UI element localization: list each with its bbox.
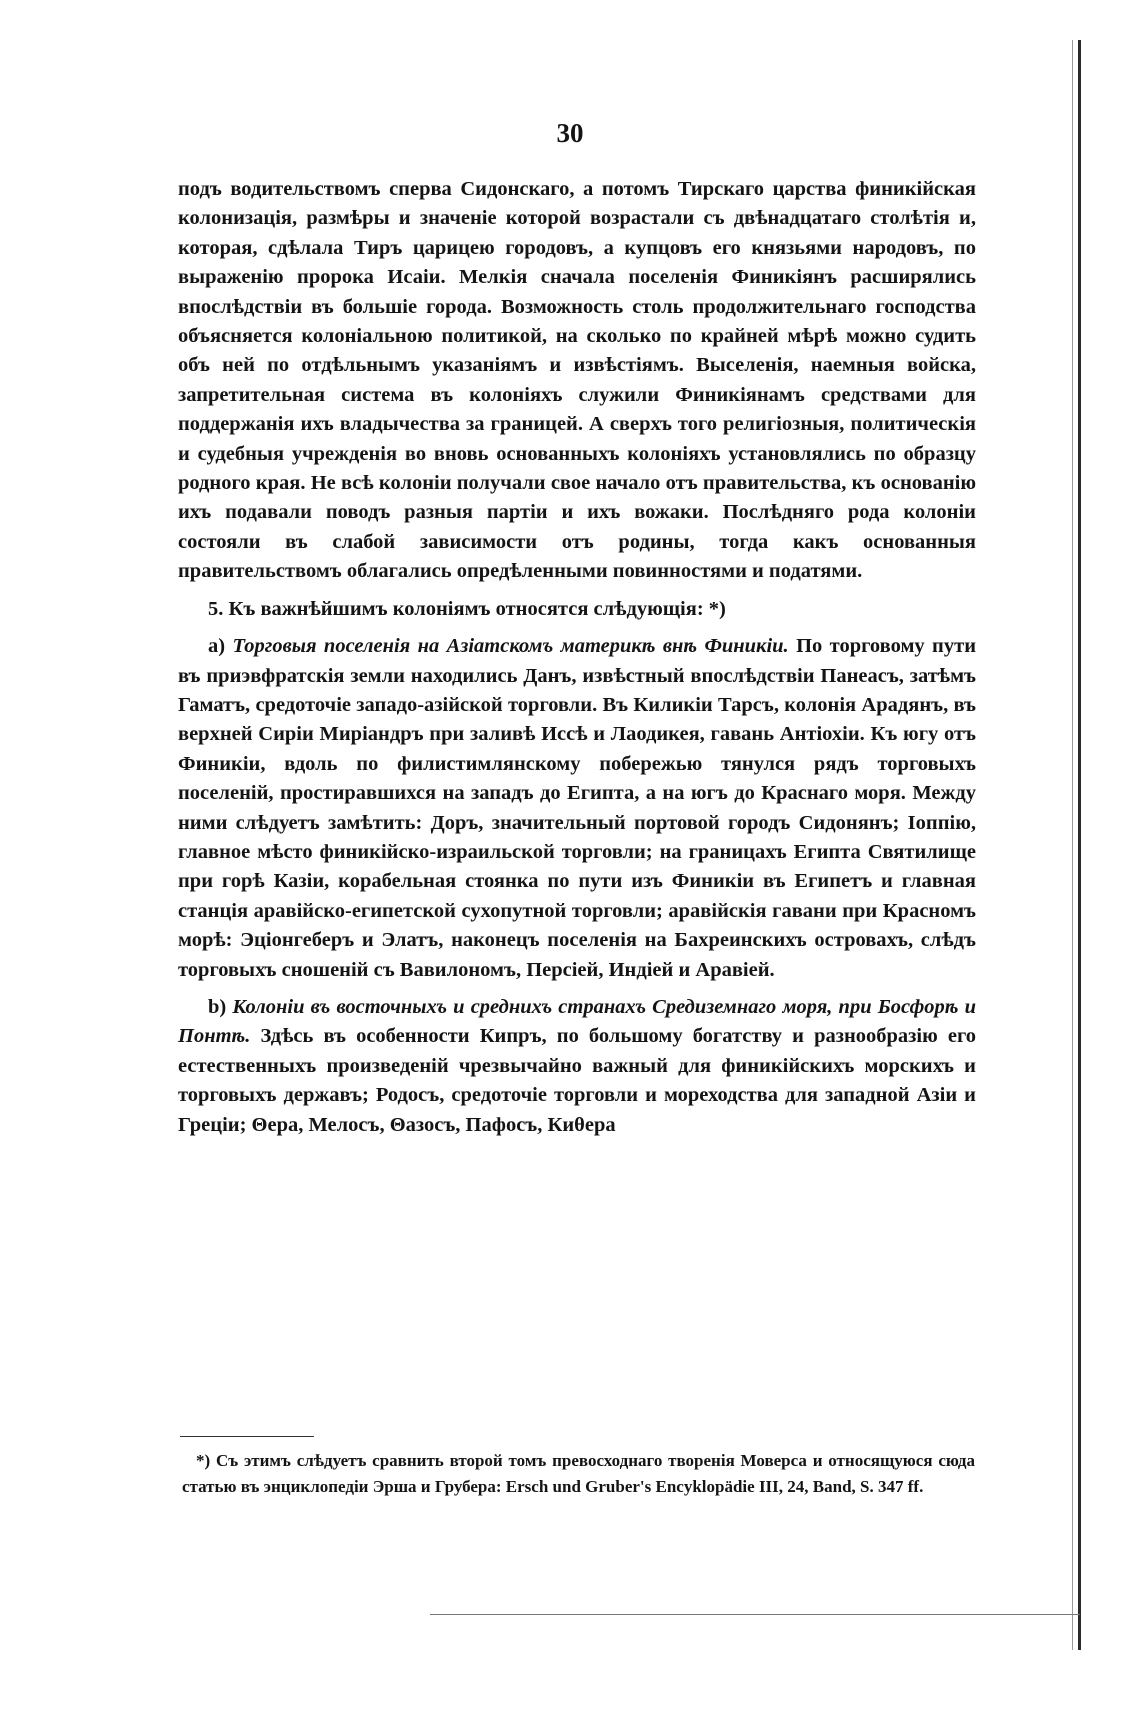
- section-b-heading: Колоніи въ восточныхъ и среднихъ странахъ Средиземнаго моря, при Босфорѣ и Понтѣ.: [178, 995, 977, 1048]
- paragraph-1: подъ водительствомъ сперва Сидонскаго, а потомъ Тирскаго царства финикійская колонизація, размѣры и значеніе которой возрастали съ двѣнадцатаго столѣтія и, которая, сдѣлала Тиръ царицею городовъ, а купцовъ его князьями народовъ, по выраженію пророка Исаіи. Мелкія сначала поселенія Финикіянъ расширялись впослѣдствіи въ большіе города. Возможность столь продолжительнаго господства объясняется колоніальною политикой, на сколько по крайней мѣрѣ можно судить объ ней по отдѣльнымъ указаніямъ и извѣстіямъ. Выселенія, наемныя войска, запретительная система въ колоніяхъ служили Финикіянамъ средствами для поддержанія ихъ владычества за границей. А сверхъ того религіозныя, политическія и судебныя учрежденія во вновь основанныхъ колоніяхъ установлялись по образцу родного края. Не всѣ колоніи получали свое начало отъ правительства, къ основанію ихъ подавали поводъ разныя партіи и ихъ вожаки. Послѣдняго рода колоніи состояли въ слабой зависимости отъ родины, тогда какъ основанныя правительствомъ облагались опредѣленными повинностями и податями.: [178, 178, 976, 583]
- section-b: [178, 993, 976, 1140]
- section-a-label: a): [208, 635, 226, 658]
- section-b-label: b): [208, 995, 227, 1018]
- page-edge-shadow: [1078, 40, 1081, 1650]
- main-text: [178, 175, 976, 1140]
- section-b-text: Здѣсь въ особенности Кипръ, по большому богатству и разнообразію его естественныхъ произведеній чрезвычайно важный для финикійскихъ морскихъ и торговыхъ державъ; Родосъ, средоточіе торговли и мореходства для западной Азіи и Греціи; Θера, Мелосъ, Θазосъ, Пафосъ, Киθера: [178, 1025, 977, 1136]
- page-edge-line: [1072, 40, 1073, 1650]
- footnote-text: *) Съ этимъ слѣдуетъ сравнить второй томъ превосходнаго творенія Моверса и относящуюся сюда статью въ энциклопедіи Эрша и Грубера: Ersch und Gruber's Encyklopädie III, 24, Band, S. 347 ff.: [182, 1451, 975, 1496]
- section-a-text: По торговому пути въ приэвфратскія земли находились Данъ, извѣстный впослѣдствіи Панеасъ, затѣмъ Гаматъ, средоточіе западо-азійской торговли. Въ Киликіи Тарсъ, колонія Арадянъ, въ верхней Сиріи Миріандръ при заливѣ Иссѣ и Лаодикея, гавань Антіохіи. Къ югу отъ Финикіи, вдоль по филистимлянскому побережью тянулся рядъ торговыхъ поселеній, простиравшихся на западъ до Египта, а на югъ до Краснаго моря. Между ними слѣдуетъ замѣтить: Доръ, значительный портовой городъ Сидонянъ; Іоппію, главное мѣсто финикійско-израильской торговли; на границахъ Египта Святилище при горѣ Казіи, корабельная стоянка по пути изъ Финикіи въ Египетъ и главная станція аравійско-египетской сухопутной торговли; аравійскія гавани при Красномъ морѣ: Эціонгеберъ и Элатъ, наконецъ поселенія на Бахреинскихъ островахъ, слѣдъ торговыхъ сношеній съ Вавилономъ, Персіей, Индіей и Аравіей.: [178, 635, 977, 981]
- paragraph-2: 5. Къ важнѣйшимъ колоніямъ относятся слѣдующія: *): [208, 597, 726, 620]
- page-number: 30: [556, 118, 584, 148]
- section-a-heading: Торговыя поселенія на Азіатскомъ материкѣ внѣ Финикіи.: [232, 635, 789, 658]
- footnote: [182, 1448, 975, 1500]
- page-bottom-rule: [430, 1614, 1080, 1615]
- section-a: [178, 632, 976, 985]
- footnote-divider: [180, 1436, 314, 1437]
